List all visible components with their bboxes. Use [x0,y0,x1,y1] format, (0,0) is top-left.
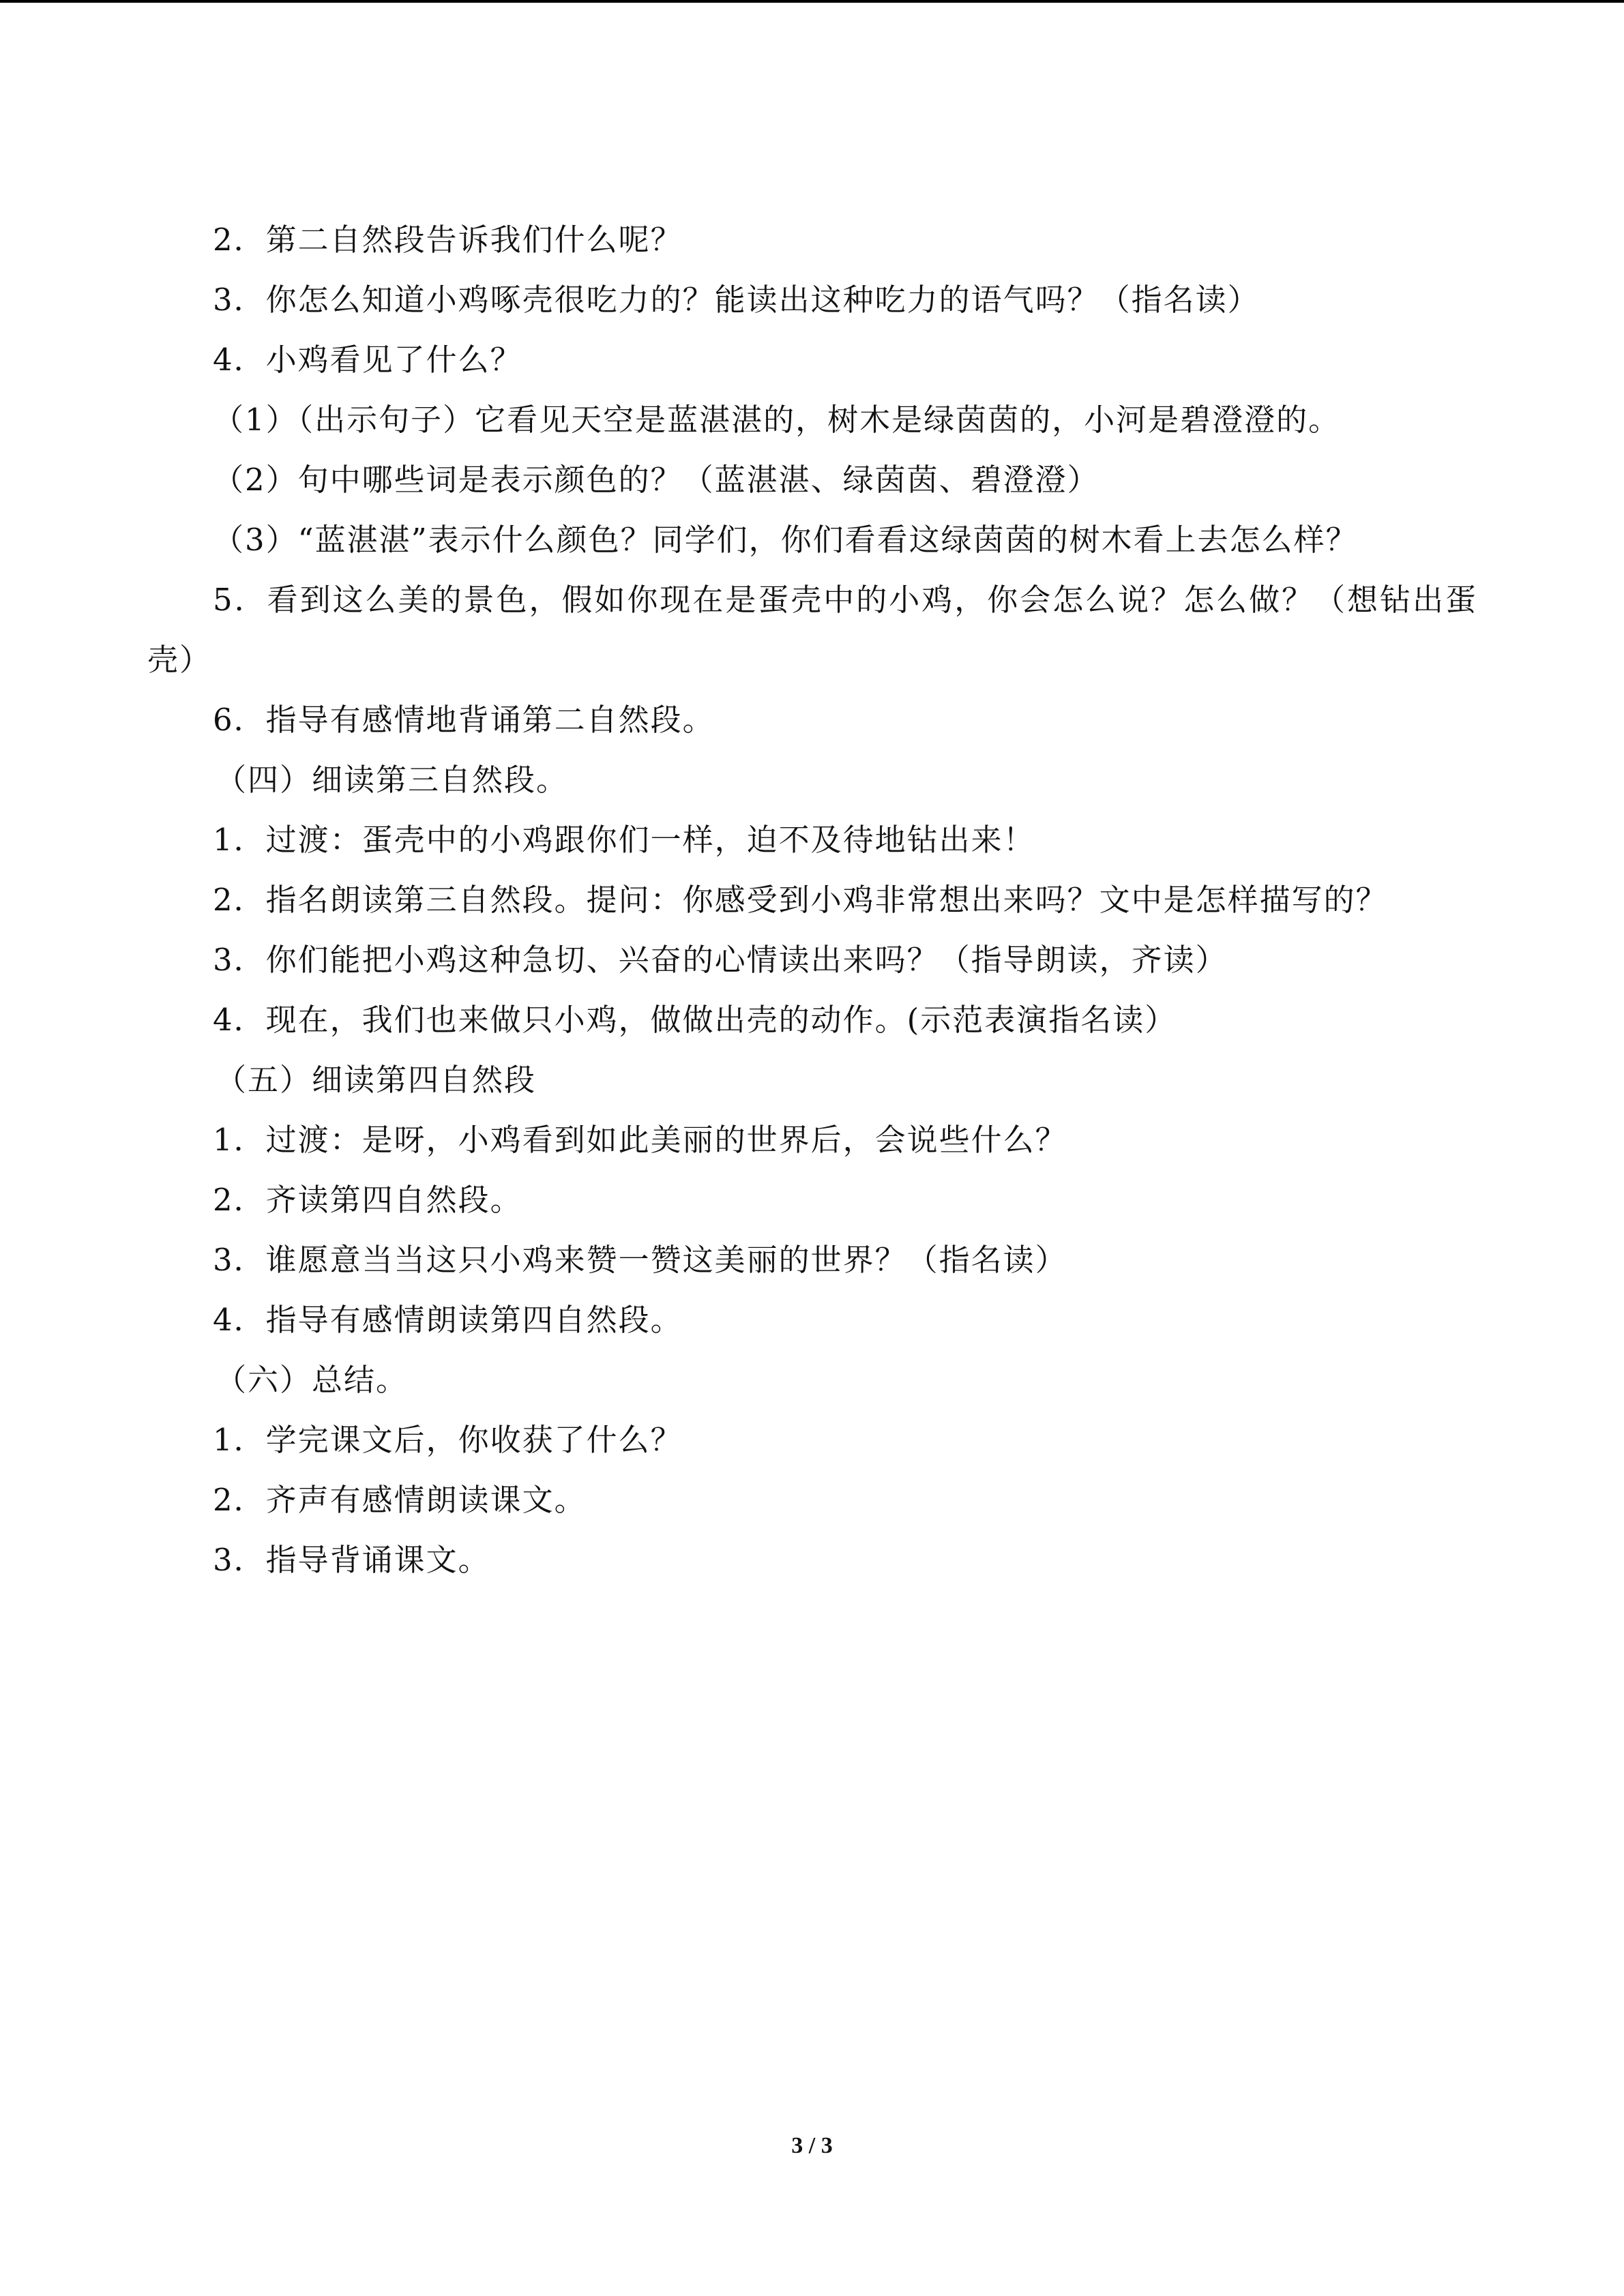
list-item: 1．学完课文后，你收获了什么？ [213,1422,683,1458]
section-heading: （六）总结。 [216,1362,409,1398]
list-item: 2．指名朗读第三自然段。提问：你感受到小鸡非常想出来吗？文中是怎样描写的？ [213,882,1388,918]
sub-list-item: （3）“蓝湛湛”表示什么颜色？同学们，你们看看这绿茵茵的树木看上去怎么样？ [213,522,1358,558]
list-item: 2．齐声有感情朗读课文。 [213,1482,587,1518]
section-heading: （五）细读第四自然段 [216,1062,537,1098]
list-item: 2．齐读第四自然段。 [213,1182,522,1218]
sub-list-item: （2）句中哪些词是表示颜色的？（蓝湛湛、绿茵茵、碧澄澄） [213,462,1099,498]
list-item: 1．过渡：蛋壳中的小鸡跟你们一样，迫不及待地钻出来！ [213,822,1035,858]
list-item: 1．过渡：是呀，小鸡看到如此美丽的世界后，会说些什么？ [213,1122,1067,1158]
list-item: 4．小鸡看见了什么？ [213,342,522,378]
list-item: 2．第二自然段告诉我们什么呢？ [213,222,683,258]
list-item: 4．指导有感情朗读第四自然段。 [213,1302,683,1338]
list-item: 5．看到这么美的景色，假如你现在是蛋壳中的小鸡，你会怎么说？怎么做？（想钻出蛋壳） [147,582,1477,678]
section-heading: （四）细读第三自然段。 [216,762,569,798]
list-item: 3．指导背诵课文。 [213,1542,490,1578]
page-number: 3 / 3 [791,2133,833,2158]
sub-list-item: （1）（出示句子）它看见天空是蓝湛湛的，树木是绿茵茵的，小河是碧澄澄的。 [213,402,1341,438]
list-item: 4．现在，我们也来做只小鸡，做做出壳的动作。(示范表演指名读） [213,1002,1177,1038]
list-item: 3．你们能把小鸡这种急切、兴奋的心情读出来吗？（指导朗读，齐读） [213,942,1228,978]
list-item: 3．你怎么知道小鸡啄壳很吃力的？能读出这种吃力的语气吗？（指名读） [213,282,1260,318]
list-item: 6．指导有感情地背诵第二自然段。 [213,702,715,738]
document-body [147,210,1477,1590]
list-item: 3．谁愿意当当这只小鸡来赞一赞这美丽的世界？（指名读） [213,1242,1067,1278]
top-border-rule [0,0,1624,3]
